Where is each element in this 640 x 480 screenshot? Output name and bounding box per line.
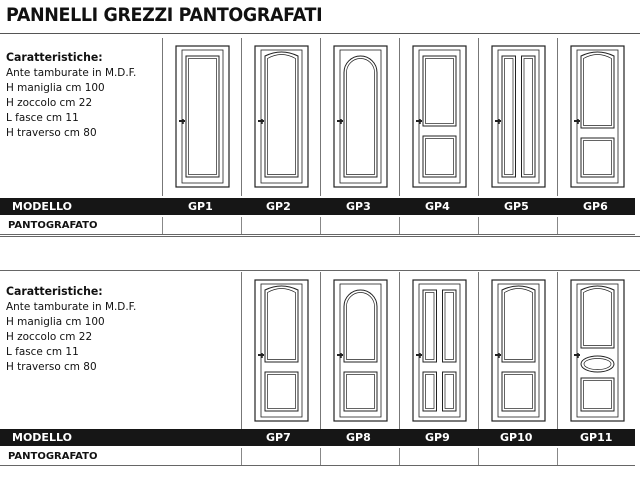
- model-code-gp7: GP7: [266, 431, 291, 444]
- door-illustration-gp11: [557, 272, 637, 430]
- model-code-gp6: GP6: [583, 200, 608, 213]
- model-code-gp8: GP8: [346, 431, 371, 444]
- door-illustration-gp1: [162, 38, 242, 196]
- section-divider: [0, 236, 640, 237]
- model-bar-1: [0, 198, 635, 215]
- pantografato-row-1: [0, 217, 635, 235]
- specs-heading: Caratteristiche:: [6, 50, 103, 64]
- cell-divider: [399, 448, 400, 465]
- door-illustration-gp3: [320, 38, 400, 196]
- spec-line: Ante tamburate in M.D.F.: [6, 66, 137, 79]
- model-code-gp9: GP9: [425, 431, 450, 444]
- spec-line: H traverso cm 80: [6, 126, 97, 139]
- specs-block-2: [6, 284, 161, 374]
- cell-divider: [478, 448, 479, 465]
- cell-divider: [320, 448, 321, 465]
- cell-divider: [557, 448, 558, 465]
- cell-divider: [478, 217, 479, 234]
- spec-line: H zoccolo cm 22: [6, 330, 93, 343]
- cell-divider: [399, 217, 400, 234]
- door-illustration-gp6: [557, 38, 637, 196]
- spec-line: H zoccolo cm 22: [6, 96, 93, 109]
- spec-line: Ante tamburate in M.D.F.: [6, 300, 137, 313]
- cell-divider: [241, 448, 242, 465]
- cell-divider: [320, 217, 321, 234]
- model-code-gp10: GP10: [500, 431, 533, 444]
- door-illustration-gp2: [241, 38, 321, 196]
- title-divider: [0, 33, 640, 34]
- model-code-gp11: GP11: [580, 431, 613, 444]
- door-illustration-gp7: [241, 272, 321, 430]
- door-illustration-gp5: [478, 38, 558, 196]
- model-code-gp1: GP1: [188, 200, 213, 213]
- spec-line: L fasce cm 11: [6, 111, 79, 124]
- page-title: PANNELLI GREZZI PANTOGRAFATI: [6, 4, 323, 26]
- model-code-gp4: GP4: [425, 200, 450, 213]
- model-code-gp2: GP2: [266, 200, 291, 213]
- cell-divider: [557, 217, 558, 234]
- door-illustration-gp8: [320, 272, 400, 430]
- model-bar-2: [0, 429, 635, 446]
- door-illustration-gp4: [399, 38, 479, 196]
- specs-heading: Caratteristiche:: [6, 284, 103, 298]
- model-code-gp3: GP3: [346, 200, 371, 213]
- section-top-line: [0, 270, 640, 271]
- model-code-gp5: GP5: [504, 200, 529, 213]
- cell-divider: [241, 217, 242, 234]
- door-illustration-gp10: [478, 272, 558, 430]
- spec-line: H traverso cm 80: [6, 360, 97, 373]
- spec-line: L fasce cm 11: [6, 345, 79, 358]
- pantografato-label: PANTOGRAFATO: [8, 220, 98, 231]
- cell-divider: [162, 217, 163, 234]
- pantografato-label: PANTOGRAFATO: [8, 451, 98, 462]
- modello-label: MODELLO: [12, 200, 72, 213]
- modello-label: MODELLO: [12, 431, 72, 444]
- spec-line: H maniglia cm 100: [6, 81, 105, 94]
- pantografato-row-2: [0, 448, 635, 466]
- door-illustration-gp9: [399, 272, 479, 430]
- specs-block-1: [6, 50, 161, 140]
- spec-line: H maniglia cm 100: [6, 315, 105, 328]
